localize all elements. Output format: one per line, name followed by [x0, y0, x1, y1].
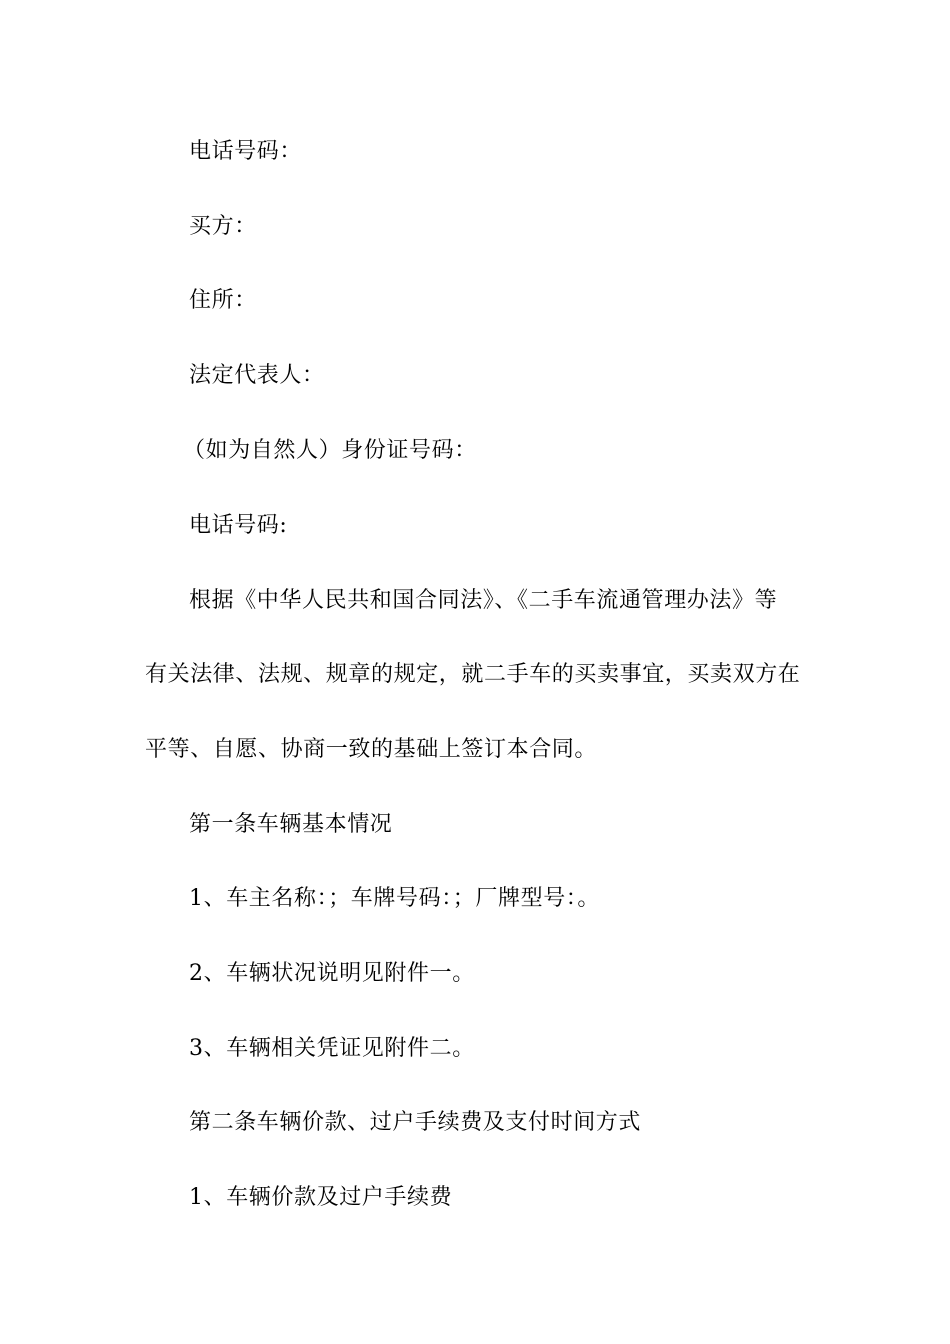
buyer-phone-label: 电话号码: [189, 513, 288, 538]
article-2-item-1: 1、车辆价款及过户手续费 [189, 1185, 453, 1210]
buyer-address-label: 住所： [189, 288, 257, 313]
article-1-item-2: 2、车辆状况说明见附件一。 [189, 961, 475, 986]
preamble-line-2: 有关法律、法规、规章的规定，就二手车的买卖事宜，买卖双方在 [145, 662, 801, 687]
preamble-line-3: 平等、自愿、协商一致的基础上签订本合同。 [145, 737, 598, 762]
preamble-line-1: 根据《中华人民共和国合同法》、《二手车流通管理办法》等 [189, 588, 778, 613]
article-2-heading: 第二条车辆价款、过户手续费及支付时间方式 [189, 1110, 642, 1135]
buyer-legal-representative-label: 法定代表人： [189, 363, 325, 388]
seller-phone-label: 电话号码： [189, 139, 303, 164]
buyer-label: 买方： [189, 214, 257, 239]
article-1-heading: 第一条车辆基本情况 [189, 812, 393, 837]
article-1-item-1: 1、车主名称：；车牌号码：；厂牌型号：。 [189, 886, 600, 911]
buyer-id-number-label: （如为自然人）身份证号码： [183, 438, 477, 463]
article-1-item-3: 3、车辆相关凭证见附件二。 [189, 1036, 475, 1061]
